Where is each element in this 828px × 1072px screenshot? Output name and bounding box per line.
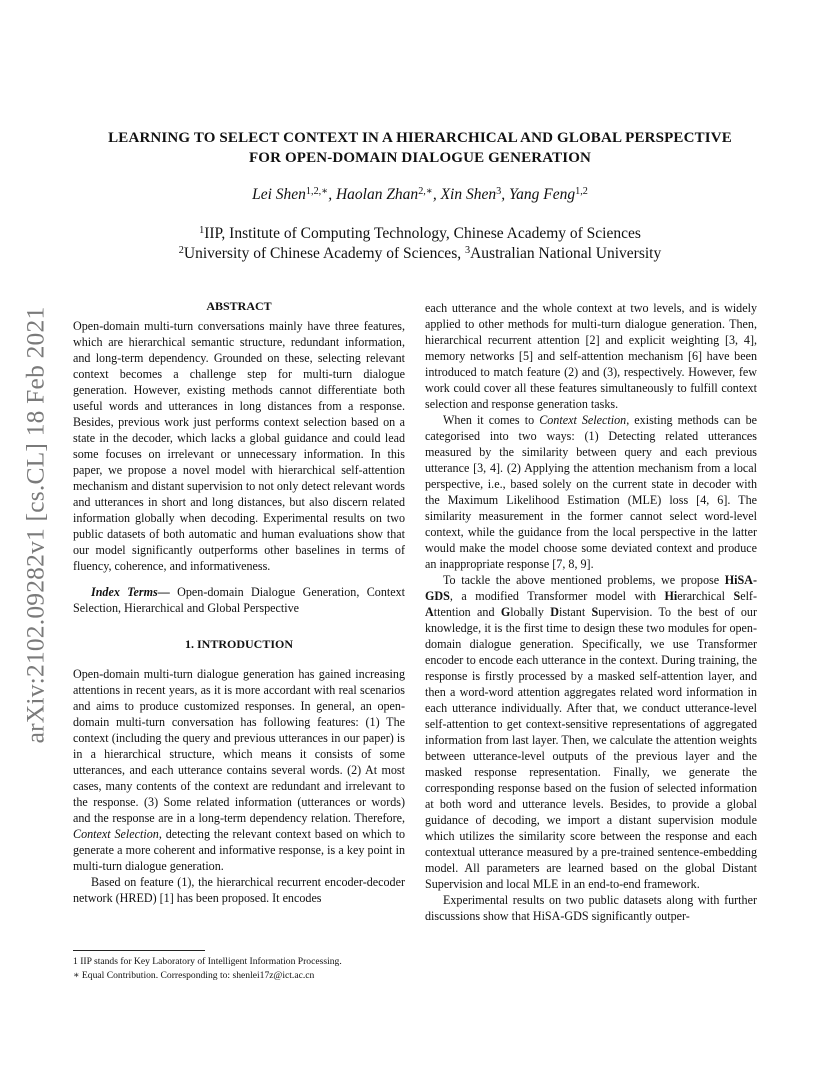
- acronym-letter: G: [500, 605, 511, 619]
- acronym-letter: A: [425, 605, 434, 619]
- affil-mark: 1: [199, 224, 205, 236]
- right-column: [425, 300, 757, 924]
- intro-paragraph-1: [73, 666, 405, 874]
- footnotes: [73, 955, 405, 983]
- introduction-heading: 1. INTRODUCTION: [184, 637, 293, 651]
- arxiv-identifier-text: arXiv:2102.09282v1 [cs.CL] 18 Feb 2021: [20, 306, 49, 744]
- author-affil-mark: 2,∗: [418, 185, 433, 197]
- paper-title-line-1: LEARNING TO SELECT CONTEXT IN A HIERARCHICAL AND GLOBAL PERSPECTIVE: [108, 130, 732, 146]
- author-affil-mark: 1,2: [575, 185, 588, 197]
- intro-p3-start: When it comes to: [443, 413, 540, 427]
- intro-p1-text: Open-domain multi-turn dialogue generation has gained increasing attentions in recent years, as it is more accordant with real scenarios and aims to produce customized responses. In general, an open-domain multi-turn conversation has following features: (1) The context (including the query and previous utterances in our paper) is in a hierarchical structure, which means it consists of some utterances, and each utterance contains several words. (2) At most cases, many contents of the context are redundant and irrelevant to the response. (3) Some related information (utterances or words) and the response are in a long-term dependency relation. Therefore,: [73, 667, 405, 825]
- affiliation-line-2: [70, 244, 770, 264]
- intro-p4-start: To tackle the above mentioned problems, we propose: [443, 573, 725, 587]
- footnote-divider: [73, 950, 205, 951]
- index-terms: [73, 584, 405, 616]
- affiliation-line-1: [70, 224, 770, 244]
- footnote-1: 1 IIP stands for Key Laboratory of Intelligent Information Processing.: [73, 956, 342, 967]
- affil-text: IIP, Institute of Computing Technology, Chinese Academy of Sciences: [204, 225, 641, 242]
- author-separator: ,: [328, 186, 336, 203]
- author-separator: ,: [501, 186, 509, 203]
- author-name: Xin Shen: [440, 186, 497, 203]
- intro-p1-end: , detecting the relevant context based on which to generate a more coherent and informative response, is a key point in multi-turn dialogue generation.: [73, 827, 405, 873]
- intro-paragraph-2-continued: each utterance and the whole context at two levels, and is widely applied to other methods for multi-turn dialogue generation. Then, hierarchical recurrent attention [2] and explicit weighting [3, 4], memory networks [5] and self-attention mechanism [6] have been introduced to match feature (2) and (3), respectively. However, few work could cover all these features simultaneously to fulfill context selection and response generation tasks.: [425, 301, 757, 411]
- affil-text: University of Chinese Academy of Sciences,: [183, 245, 465, 262]
- paper-title: [70, 128, 770, 168]
- author-name: Haolan Zhan: [335, 186, 419, 203]
- affil-mark: 3: [464, 244, 471, 256]
- arxiv-identifier: [18, 290, 52, 760]
- author-separator: ,: [432, 186, 441, 203]
- affil-text: Australian National University: [470, 245, 662, 262]
- author-name: Yang Feng: [508, 186, 576, 203]
- intro-paragraph-4: To tackle the above mentioned problems, we propose HiSA-GDS, a modified Transformer model with Hierarchical Self-Attention and Globally Distant Supervision. To the best of our knowledge, it is the first time to design these two modules for open-domain dialogue generation. Specifically, we use Transformer encoder to encode each utterance in the context. During training, the response is firstly processed by a masked self-attention layer, and then a word-word attention aggregates related word information in each utterance individually. After that, we conduct utterance-level self-attention to get context-sensitive representations of aggregated information from last layer. Then, we calculate the attention weights between utterance-level outputs of the previous layer and the masked response representation. Finally, we generate the corresponding response based on the fusion of selected information at both word and utterance levels. Besides, to provide a global guidance of decoding, we import a distant supervision module which utilizes the similarity score between the response and each contextual utterance measured by a pre-trained sentence-embedding model. All parameters are learned based on the global Distant Supervision and local MLE in an end-to-end framework.: [425, 573, 757, 891]
- intro-p4-mid: , a modified Transformer model with: [449, 589, 665, 603]
- intro-p3-emphasis: Context Selection: [539, 413, 627, 427]
- abstract-heading: ABSTRACT: [206, 299, 272, 313]
- author-list: [70, 186, 770, 204]
- acronym-letter: S: [591, 605, 599, 619]
- index-terms-text: Open-domain Dialogue Generation, Context Selection, Hierarchical and Global Perspective: [73, 585, 405, 615]
- author-name: Lei Shen: [252, 186, 306, 203]
- left-column: [73, 298, 405, 906]
- acronym-letter: Hi: [664, 589, 678, 603]
- affiliations: [70, 224, 770, 264]
- intro-paragraph-3: [425, 412, 757, 572]
- author-affil-mark: 3: [496, 185, 502, 197]
- intro-p1-emphasis: Context Selection: [73, 827, 159, 841]
- intro-paragraph-5: Experimental results on two public datasets along with further discussions show that HiSA-GDS significantly outper-: [425, 893, 757, 923]
- acronym-letter: S: [733, 589, 741, 603]
- acronym-letter: D: [550, 605, 559, 619]
- intro-paragraph-2: Based on feature (1), the hierarchical recurrent encoder-decoder network (HRED) [1] has been proposed. It encodes: [73, 875, 405, 905]
- author-affil-mark: 1,2,∗: [305, 185, 329, 197]
- intro-p4-rest: . To the best of our knowledge, it is the first time to design these two modules for open-domain dialogue generation. Specifically, we use Transformer encoder to encode each utterance in the context. During training, the response is firstly processed by a masked self-attention layer, and then a word-word attention aggregates related word information in each utterance individually. After that, we conduct utterance-level self-attention to get context-sensitive representations of aggregated information from last layer. Then, we calculate the attention weights between utterance-level outputs of the previous layer and the masked response representation. Finally, we generate the corresponding response based on the fusion of selected information at both word and utterance levels. Besides, to provide a global guidance of decoding, we import a distant supervision module which utilizes the similarity score between the response and each contextual utterance measured by a pre-trained sentence-embedding model. All parameters are learned based on the global Distant Supervision and local MLE in an end-to-end framework.: [425, 605, 757, 891]
- paper-title-line-2: FOR OPEN-DOMAIN DIALOGUE GENERATION: [248, 150, 592, 166]
- abstract-text: Open-domain multi-turn conversations mainly have three features, which are hierarchical semantic structure, redundant information, and long-term dependency. Grounded on these, selecting relevant context becomes a challenge step for multi-turn dialogue generation. However, existing methods cannot differentiate both useful words and utterances in long distances from a response. Besides, previous work just performs context selection based on a state in the decoder, which lacks a global guidance and could lead some focuses on irrelevant or unnecessary information. In this paper, we propose a novel model with hierarchical self-attention mechanism and distant supervision to not only detect relevant words and utterances in short and long distances, but also discern related information globally when decoding. Experimental results on two public datasets of both automatic and human evaluations show that our model significantly outperforms other baselines in terms of fluency, coherence, and informativeness.: [73, 319, 405, 573]
- footnote-2: ∗ Equal Contribution. Corresponding to: shenlei17z@ict.ac.cn: [73, 970, 315, 981]
- affil-mark: 2: [178, 244, 184, 256]
- intro-p3-text: , existing methods can be categorised into two ways: (1) Detecting related utterances measured by the similarity between query and each previous utterance [3, 4]. (2) Applying the attention mechanism from a local perspective, i.e., based solely on the current state in decoder with the Maximum Likelihood Estimation (MLE) loss [4, 6]. The similarity measurement in the former cannot select word-level context, while the guidance from the local perspective in the latter would make the model choose some deviated context and produce an inappropriate response [7, 8, 9].: [425, 413, 757, 571]
- model-name: HiSA-GDS: [425, 573, 757, 603]
- index-terms-label: Index Terms—: [91, 585, 170, 599]
